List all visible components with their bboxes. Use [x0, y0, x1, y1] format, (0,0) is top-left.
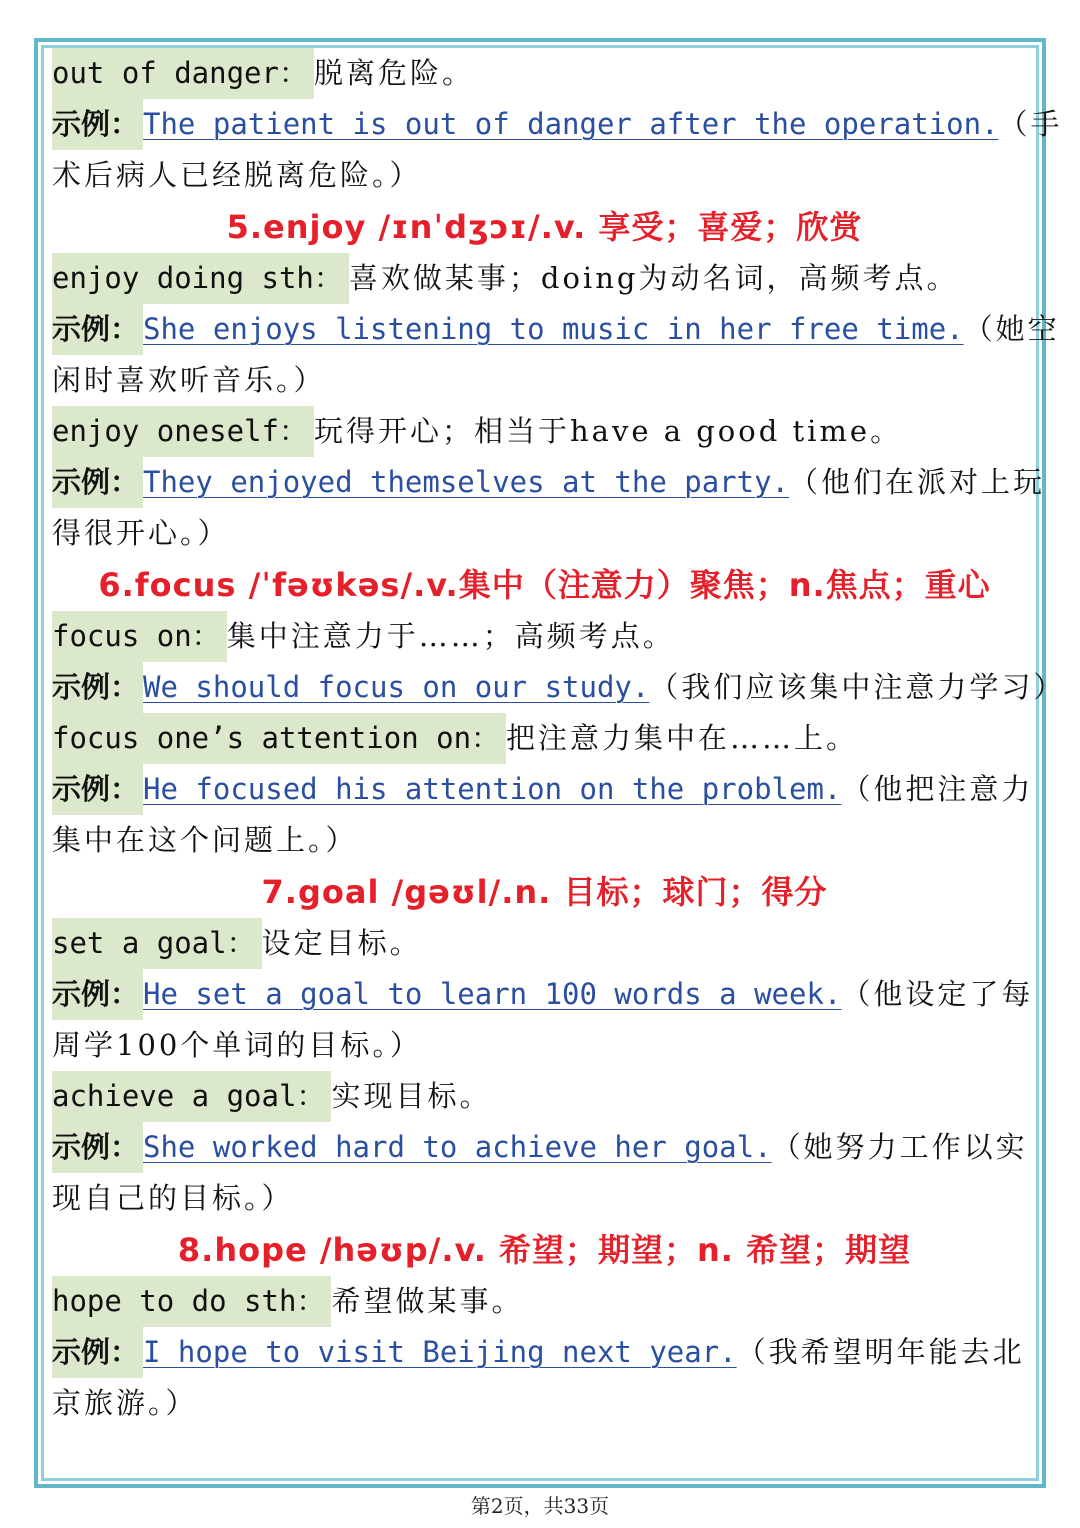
phrase-term: focus on： — [52, 611, 227, 662]
example-translation: （他们在派对上玩 — [789, 465, 1046, 499]
phrase-meaning: 脱离危险。 — [313, 56, 474, 90]
entry-heading: 5.enjoy /ɪnˈdʒɔɪ/.v. 享受；喜爱；欣赏 — [226, 208, 863, 246]
entry-heading: 8.hope /həʊp/.v. 希望；期望；n. 希望；期望 — [177, 1231, 912, 1269]
example-sentence: I hope to visit Beijing next year. — [143, 1335, 737, 1369]
example-sentence: He focused his attention on the problem. — [143, 772, 842, 806]
example-line — [52, 1327, 1037, 1378]
continuation-line: 周学100个单词的目标。） — [52, 1028, 422, 1062]
phrase-term: set a goal： — [52, 918, 262, 969]
continuation-line: 得很开心。） — [52, 516, 230, 550]
example-label: 示例： — [52, 99, 143, 150]
phrase-line — [52, 611, 1037, 662]
continuation-line: 现自己的目标。） — [52, 1181, 294, 1215]
example-sentence: They enjoyed themselves at the party. — [143, 465, 790, 499]
phrase-meaning: 设定目标。 — [261, 926, 422, 960]
phrase-meaning: 玩得开心；相当于have a good time。 — [313, 414, 903, 448]
phrase-line — [52, 406, 1037, 457]
phrase-meaning: 希望做某事。 — [331, 1284, 524, 1318]
example-line — [52, 457, 1046, 508]
example-sentence: We should focus on our study. — [143, 670, 650, 704]
example-line — [52, 99, 1063, 150]
example-line — [52, 1122, 1037, 1173]
continuation-line: 闲时喜欢听音乐。） — [52, 363, 326, 397]
example-translation: （手 — [998, 107, 1063, 141]
phrase-line — [52, 1071, 1037, 1122]
example-label: 示例： — [52, 304, 143, 355]
phrase-line — [52, 713, 1037, 764]
phrase-term: focus one’s attention on： — [52, 713, 506, 764]
entry-heading: 7.goal /gəʊl/.n. 目标；球门；得分 — [261, 873, 828, 911]
example-translation: （她努力工作以实 — [771, 1130, 1028, 1164]
continuation-line: 集中在这个问题上。） — [52, 823, 358, 857]
phrase-term: achieve a goal： — [52, 1071, 331, 1122]
example-label: 示例： — [52, 969, 143, 1020]
entry-heading: 6.focus /ˈfəʊkəs/.v.集中（注意力）聚焦；n.焦点；重心 — [98, 566, 991, 604]
example-label: 示例： — [52, 662, 143, 713]
phrase-line — [52, 918, 1037, 969]
example-label: 示例： — [52, 764, 143, 815]
example-label: 示例： — [52, 1327, 143, 1378]
example-sentence: She worked hard to achieve her goal. — [143, 1130, 772, 1164]
phrase-meaning: 实现目标。 — [331, 1079, 492, 1113]
continuation-line: 京旅游。） — [52, 1386, 198, 1420]
phrase-line — [52, 1276, 1037, 1327]
phrase-term: enjoy oneself： — [52, 406, 314, 457]
example-sentence: She enjoys listening to music in her free time. — [143, 312, 964, 346]
example-line — [52, 304, 1060, 355]
example-translation: （她空 — [963, 312, 1060, 346]
phrase-term: enjoy doing sth： — [52, 253, 349, 304]
vocabulary-content — [52, 48, 1066, 1429]
example-label: 示例： — [52, 1122, 143, 1173]
example-translation: （我们应该集中注意力学习） — [649, 670, 1066, 704]
phrase-meaning: 把注意力集中在……上。 — [506, 721, 859, 755]
phrase-line — [52, 48, 1037, 99]
example-translation: （我希望明年能去北 — [736, 1335, 1025, 1369]
phrase-meaning: 集中注意力于……；高频考点。 — [226, 619, 675, 653]
example-translation: （他设定了每 — [841, 977, 1034, 1011]
example-sentence: The patient is out of danger after the operation. — [143, 107, 999, 141]
example-line — [52, 662, 1066, 713]
page-footer: 第2页，共33页 — [470, 1494, 610, 1518]
example-label: 示例： — [52, 457, 143, 508]
example-line — [52, 969, 1037, 1020]
phrase-term: hope to do sth： — [52, 1276, 331, 1327]
example-sentence: He set a goal to learn 100 words a week. — [143, 977, 842, 1011]
continuation-line: 术后病人已经脱离危险。） — [52, 158, 422, 192]
example-translation: （他把注意力 — [841, 772, 1034, 806]
phrase-line — [52, 253, 1037, 304]
phrase-meaning: 喜欢做某事；doing为动名词，高频考点。 — [348, 261, 959, 295]
phrase-term: out of danger： — [52, 48, 314, 99]
example-line — [52, 764, 1037, 815]
